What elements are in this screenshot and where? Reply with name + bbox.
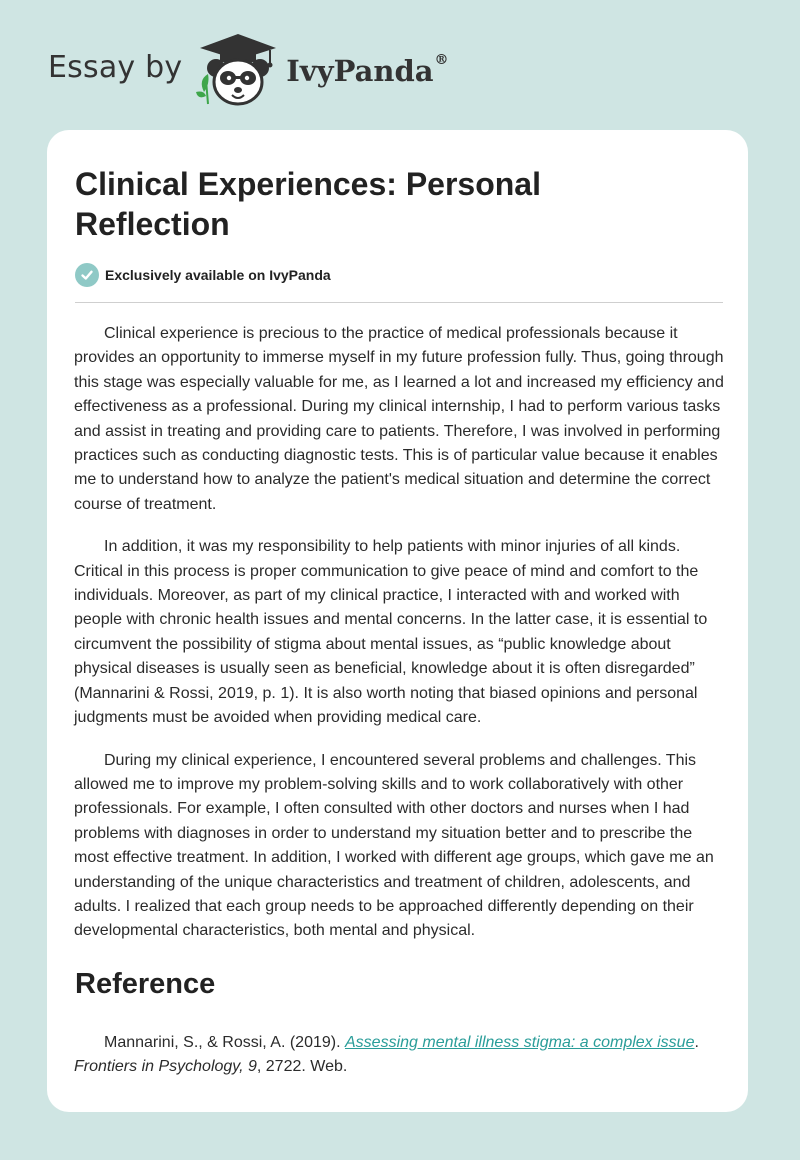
paragraph-3: During my clinical experience, I encountered several problems and challenges. This allowed me to improve my problem-solving skills and to work collaboratively with other professionals. For example, I often consulted with other doctors and nurses when I had problems with diagnoses in order to understand my situation better and to prescribe the most effective treatment. In addition, I worked with different age groups, which gave me an understanding of the unique characteristics and treatment of children, adolescents, and adults. I realized that each group needs to be approached differently depending on their developmental characteristics, both mental and physical. — [74, 751, 714, 940]
reference-entry — [74, 1031, 726, 1080]
reference-heading: Reference — [75, 968, 216, 1000]
reference-journal: Frontiers in Psychology, 9 — [74, 1058, 257, 1076]
essay-title: Clinical Experiences: Personal Reflection — [75, 166, 541, 242]
reference-tail: , 2722. Web. — [256, 1058, 348, 1076]
site-header — [48, 30, 449, 110]
exclusive-label: Exclusively available on IvyPanda — [105, 267, 331, 283]
check-icon — [75, 263, 99, 287]
essay-body — [74, 322, 726, 962]
essay-card — [47, 130, 748, 1112]
reference-link[interactable]: Assessing mental illness stigma: a complex issue — [345, 1034, 695, 1051]
paragraph-1: Clinical experience is precious to the practice of medical professionals because it provides an opportunity to immerse myself in my future profession fully. Thus, going through this stage was especially valuable for me, as I learned a lot and increased my efficiency and effectiveness as a professional. During my clinical internship, I had to perform various tasks and assist in treating and providing care to patients. Therefore, I was involved in performing practices such as conducting diagnostic tests. This is of particular value because it enables me to understand how to analyze the patient's medical situation and determine the correct course of treatment. — [74, 325, 724, 513]
panda-logo-icon[interactable] — [196, 30, 280, 110]
paragraph-2: In addition, it was my responsibility to help patients with minor injuries of all kinds. Critical in this process is proper communication to give peace of mind and comfort to the individuals. Moreover, as part of my clinical practice, I interacted with and worked with people with chronic health issues and mental concerns. In the latter case, it is essential to circumvent the possibility of stigma about mental issues, as “public knowledge about physical diseases is usually seen as beneficial, knowledge about it is often disregarded” (Mannarini & Rossi, 2019, p. 1). It is also worth noting that biased opinions and personal judgments must be avoided when providing medical care. — [74, 538, 708, 727]
reference-authors: Mannarini, S., & Rossi, A. (2019). — [104, 1034, 345, 1051]
exclusive-badge — [75, 263, 331, 287]
divider — [75, 302, 723, 303]
reference-after-link: . — [694, 1034, 699, 1051]
brand-name[interactable]: IvyPanda® — [286, 52, 449, 88]
essay-by-label: Essay by — [48, 49, 183, 85]
registered-mark: ® — [434, 52, 449, 68]
